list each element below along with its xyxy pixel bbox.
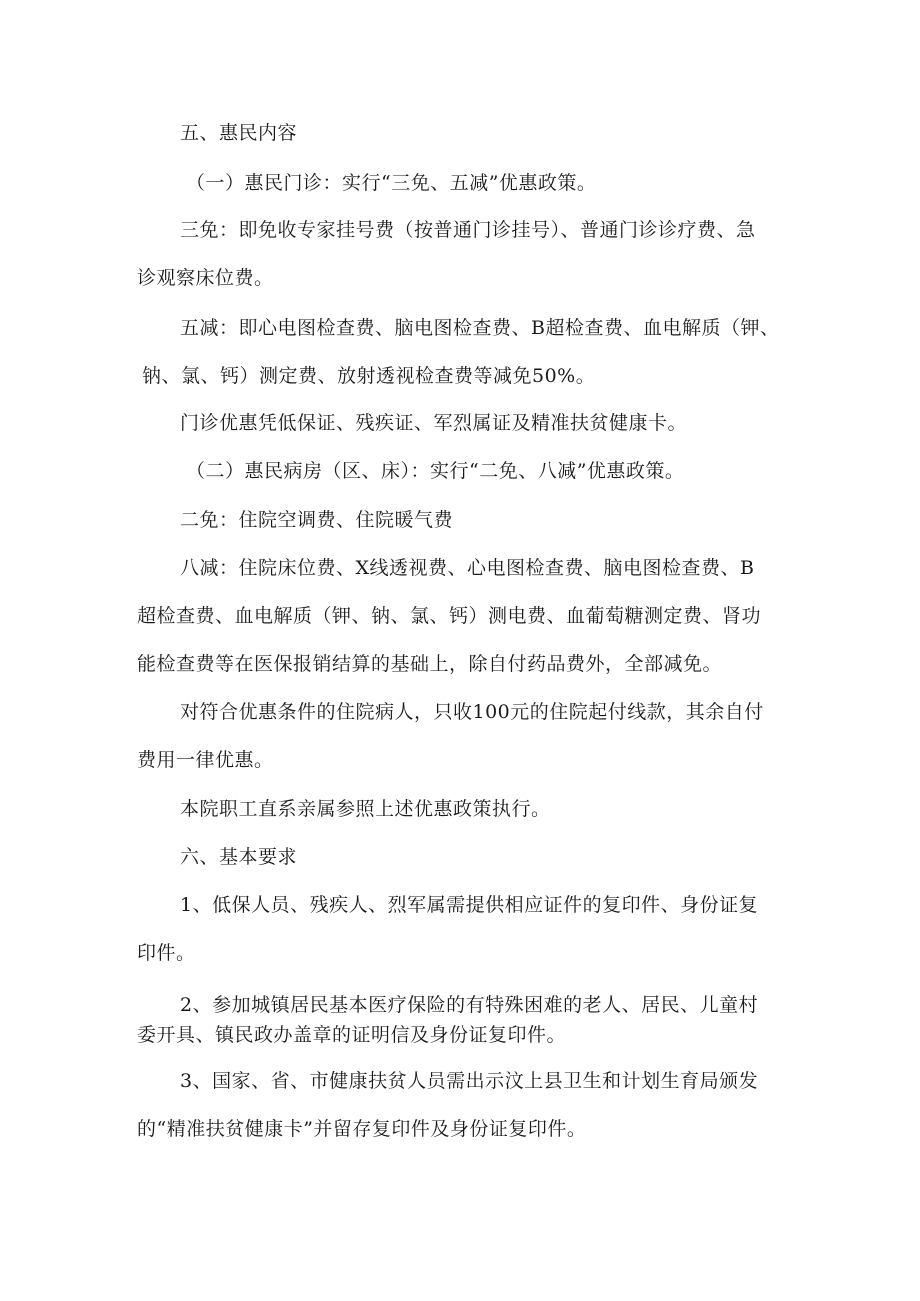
inpatient-threshold-text-line-1: 对符合优惠条件的住院病人，只收100元的住院起付线款，其余自付	[180, 701, 764, 723]
requirement-1-line-1: 1、低保人员、残疾人、烈军属需提供相应证件的复印件、身份证复	[180, 894, 759, 916]
two-free-text: 二免：住院空调费、住院暖气费	[180, 509, 454, 531]
three-free-text-line-1: 三免：即免收专家挂号费（按普通门诊挂号）、普通门诊诊疗费、急	[180, 219, 756, 241]
three-free-text-line-2: 诊观察床位费。	[137, 267, 274, 289]
staff-relatives-text: 本院职工直系亲属参照上述优惠政策执行。	[180, 798, 551, 820]
eight-reduce-text-line-2: 超检查费、血电解质（钾、钠、氯、钙）测电费、血葡萄糖测定费、肾功	[137, 605, 762, 627]
inpatient-threshold-text-line-2: 费用一律优惠。	[137, 749, 274, 771]
requirement-2-line-2: 委开具、镇民政办盖章的证明信及身份证复印件。	[137, 1024, 567, 1046]
five-reduce-text-line-2: 钠、氯、钙）测定费、放射透视检查费等减免50%。	[142, 365, 596, 387]
eight-reduce-text-line-3: 能检查费等在医保报销结算的基础上，除自付药品费外，全部减免。	[137, 653, 723, 675]
outpatient-certificates-text: 门诊优惠凭低保证、残疾证、军烈属证及精准扶贫健康卡。	[180, 412, 688, 434]
outpatient-policy-heading: （一）惠民门诊：实行“三免、五减”优惠政策。	[186, 172, 597, 194]
five-reduce-text-line-1: 五减：即心电图检查费、脑电图检查费、B超检查费、血电解质（钾、	[180, 317, 780, 339]
requirement-3-line-1: 3、国家、省、市健康扶贫人员需出示汶上县卫生和计划生育局颁发	[180, 1070, 759, 1092]
requirement-1-line-2: 印件。	[137, 942, 196, 964]
requirement-3-line-2: 的“精准扶贫健康卡”并留存复印件及身份证复印件。	[137, 1118, 587, 1140]
section-6-heading: 六、基本要求	[180, 846, 298, 868]
section-5-heading: 五、惠民内容	[180, 122, 298, 144]
eight-reduce-text-line-1: 八减：住院床位费、X线透视费、心电图检查费、脑电图检查费、B	[180, 557, 755, 579]
requirement-2-line-1: 2、参加城镇居民基本医疗保险的有特殊困难的老人、居民、儿童村	[180, 994, 759, 1016]
ward-policy-heading: （二）惠民病房（区、床）：实行“二免、八减”优惠政策。	[186, 460, 685, 482]
